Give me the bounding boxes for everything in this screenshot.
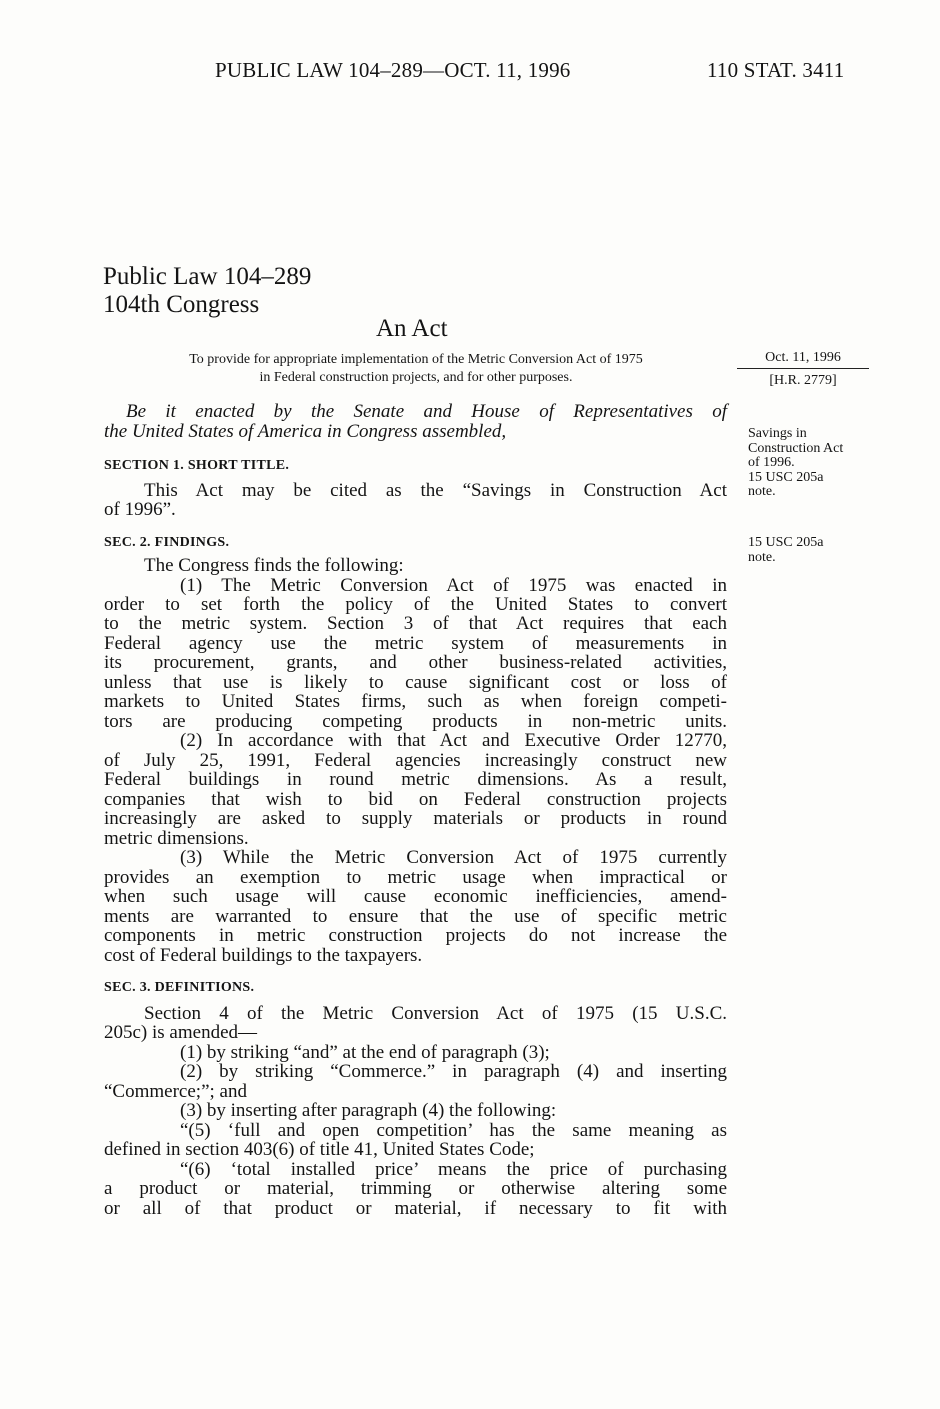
body-line: Federal buildings in round metric dimensions. As a result, [104, 769, 727, 790]
purpose-line: To provide for appropriate implementation of the Metric Conversion Act of 1975 [189, 352, 643, 367]
body-line: “(6) ‘total installed price’ means the price of purchasing [180, 1159, 727, 1180]
body-line: “Commerce;”; and [104, 1081, 247, 1102]
law-number: Public Law 104–289 [103, 263, 312, 290]
body-line: unless that use is likely to cause significant cost or loss of [104, 672, 727, 693]
margin-note [748, 427, 873, 500]
body-line: or all of that product or material, if necessary to fit with [104, 1198, 727, 1219]
body-line: Federal agency use the metric system of measurements in [104, 633, 727, 654]
body-line: of 1996”. [104, 499, 176, 520]
margin-note-line: 15 USC 205a [748, 535, 824, 550]
running-header-left: PUBLIC LAW 104–289—OCT. 11, 1996 [215, 58, 571, 82]
body-line: companies that wish to bid on Federal construction projects [104, 789, 727, 810]
body-line: (2) In accordance with that Act and Executive Order 12770, [180, 730, 727, 751]
body-line: a product or material, trimming or otherwise altering some [104, 1178, 727, 1199]
margin-note [748, 536, 873, 565]
margin-note-line: 15 USC 205a [748, 469, 824, 485]
body-line: when such usage will cause economic inefficiencies, amend- [104, 886, 727, 907]
body-line: of July 25, 1991, Federal agencies increasingly construct new [104, 750, 727, 771]
body-line: (3) While the Metric Conversion Act of 1975 currently [180, 847, 727, 868]
enacting-clause-line: the United States of America in Congress assembled, [104, 421, 507, 442]
body-line: components in metric construction projects do not increase the [104, 925, 727, 946]
margin-note-line: note. [748, 484, 776, 499]
body-line: its procurement, grants, and other business-related activities, [104, 652, 727, 673]
body-line: “(5) ‘full and open competition’ has the same meaning as [180, 1120, 727, 1141]
body-line: 205c) is amended— [104, 1022, 258, 1043]
running-header-page: 110 STAT. 3411 [707, 58, 845, 82]
section-heading: SEC. 2. FINDINGS. [104, 535, 230, 550]
margin-note-line: of 1996. [748, 455, 795, 470]
margin-note-line: note. [748, 549, 776, 565]
margin-date: Oct. 11, 1996 [737, 350, 869, 369]
body-line: (2) by striking “Commerce.” in paragraph (4) and inserting [180, 1061, 727, 1082]
act-heading: An Act [376, 315, 448, 342]
body-line: increasingly are asked to supply materials or products in round [104, 808, 727, 829]
section-heading: SECTION 1. SHORT TITLE. [104, 458, 290, 473]
body-line: to the metric system. Section 3 of that Act requires that each [104, 613, 727, 634]
body-line: (3) by inserting after paragraph (4) the following: [180, 1100, 557, 1121]
body-line: metric dimensions. [104, 828, 249, 849]
body-line: ments are warranted to ensure that the use of specific metric [104, 906, 727, 927]
body-line: markets to United States firms, such as when foreign competi- [104, 691, 727, 712]
margin-bill-number: [H.R. 2779] [769, 373, 837, 388]
margin-note-line: Construction Act [748, 440, 844, 456]
enacting-clause-line: Be it enacted by the Senate and House of Representatives of [126, 401, 727, 422]
body-line: (1) The Metric Conversion Act of 1975 was enacted in [180, 575, 727, 596]
purpose-line: in Federal construction projects, and for other purposes. [259, 370, 573, 385]
body-line: provides an exemption to metric usage when impractical or [104, 867, 727, 888]
body-line: Section 4 of the Metric Conversion Act of 1975 (15 U.S.C. [144, 1003, 727, 1024]
section-heading: SEC. 3. DEFINITIONS. [104, 980, 255, 995]
body-line: defined in section 403(6) of title 41, United States Code; [104, 1139, 535, 1160]
body-line: cost of Federal buildings to the taxpayers. [104, 945, 423, 966]
body-line: tors are producing competing products in non-metric units. [104, 711, 727, 732]
body-line: This Act may be cited as the “Savings in Construction Act [144, 480, 727, 501]
body-line: The Congress finds the following: [144, 555, 404, 576]
congress-number: 104th Congress [103, 291, 260, 318]
body-line: order to set forth the policy of the United States to convert [104, 594, 727, 615]
margin-note-line: Savings in [748, 426, 807, 441]
body-line: (1) by striking “and” at the end of paragraph (3); [180, 1042, 550, 1063]
